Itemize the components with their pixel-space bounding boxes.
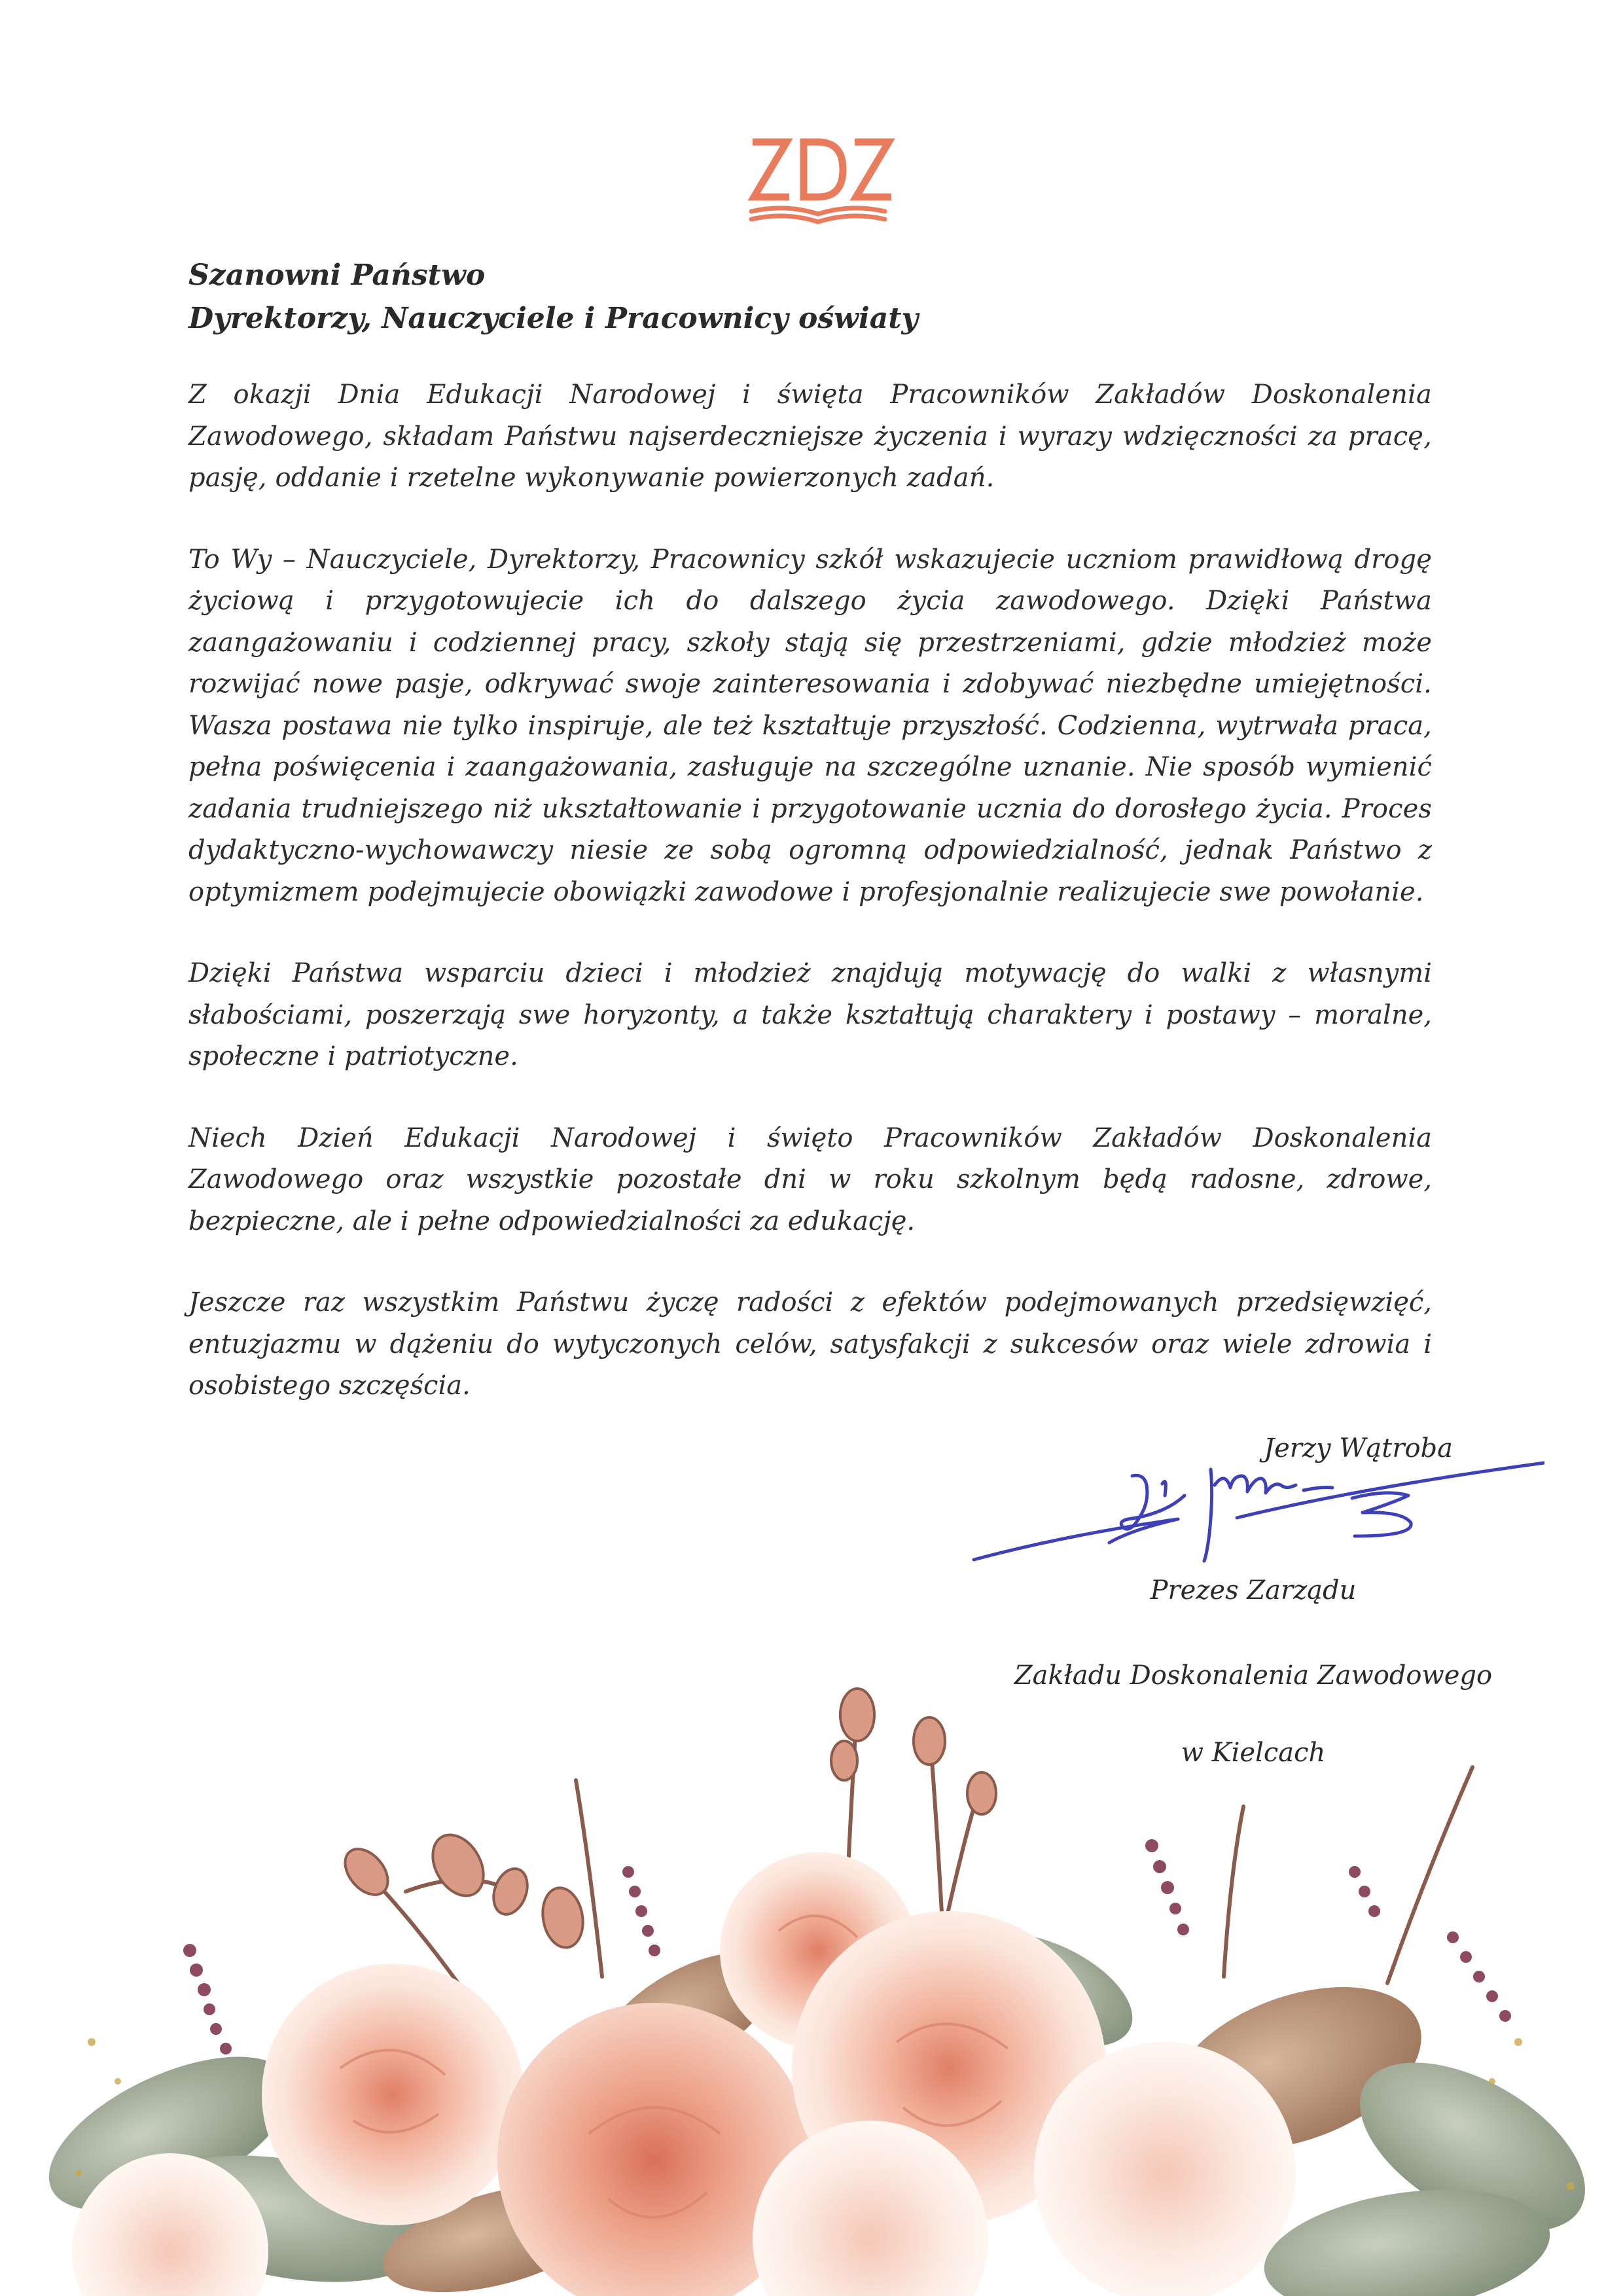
signatory-role: Prezes Zarządu [1150, 1575, 1357, 1605]
paragraph: Jeszcze raz wszystkim Państwu życzę radości z efektów podejmowanych przedsięwzięć, entuzjazmu w dążeniu do wytyczonych celów, satysfakcji z sukcesów oraz wiele zdrowia i osobistego szczęścia. [188, 1287, 1432, 1401]
signatory-organization: Zakładu Doskonalenia Zawodowego [1014, 1660, 1493, 1691]
zdz-logo-lettering [726, 128, 910, 206]
greeting-salutation: Szanowni Państwo [188, 259, 486, 292]
paragraph: Z okazji Dnia Edukacji Narodowej i święta Pracowników Zakładów Doskonalenia Zawodowego, składam Państwu najserdeczniejsze życzenia i wyrazy wdzięczności za pracę, pasję, oddanie i rzetelne wykonywanie powierzonych zadań. [188, 380, 1432, 493]
open-book-icon [746, 205, 890, 231]
signatory-city: w Kielcach [1181, 1738, 1326, 1768]
greeting [188, 254, 1432, 340]
handwritten-signature [969, 1456, 1544, 1574]
paragraph: To Wy – Nauczyciele, Dyrektorzy, Pracownicy szkół wskazujecie uczniom prawidłową drogę życiową i przygotowujecie ich do dalszego życia zawodowego. Dzięki Państwa zaangażowaniu i codziennej pracy, szkoły stają się przestrzeniami, gdzie młodzież może rozwijać nowe pasje, odkrywać swoje zainteresowania i zdobywać niezbędne umiejętności. Wasza postawa nie tylko inspiruje, ale też kształtuje przyszłość. Codzienna, wytrwała praca, pełna poświęcenia i zaangażowania, zasługuje na szczególne uznanie. Nie sposób wymienić zadania trudniejszego niż ukształtowanie i przygotowanie ucznia do dorosłego życia. Proces dydaktyczno-wychowawczy niesie ze sobą ogromną odpowiedzialność, jednak Państwo z optymizmem podejmujecie obowiązki zawodowe i profesjonalnie realizujecie swe powołanie. [188, 544, 1432, 907]
paragraph: Dzięki Państwa wsparciu dzieci i młodzież znajdują motywację do walki z własnymi słabościami, poszerzają swe horyzonty, a także kształtują charaktery i postawy – moralne, społeczne i patriotyczne. [188, 958, 1432, 1071]
paragraph: Niech Dzień Edukacji Narodowej i święto Pracowników Zakładów Doskonalenia Zawodowego oraz wszystkie pozostałe dni w roku szkolnym będą radosne, zdrowe, bezpieczne, ale i pełne odpowiedzialności za edukację. [188, 1122, 1432, 1236]
zdz-logo [726, 128, 910, 232]
letter-body [188, 374, 1432, 1447]
floral-border-illustration [0, 1676, 1623, 2296]
signatory-name: Jerzy Wątroba [1264, 1433, 1453, 1463]
greeting-addressees: Dyrektorzy, Nauczyciele i Pracownicy oświaty [188, 302, 919, 335]
